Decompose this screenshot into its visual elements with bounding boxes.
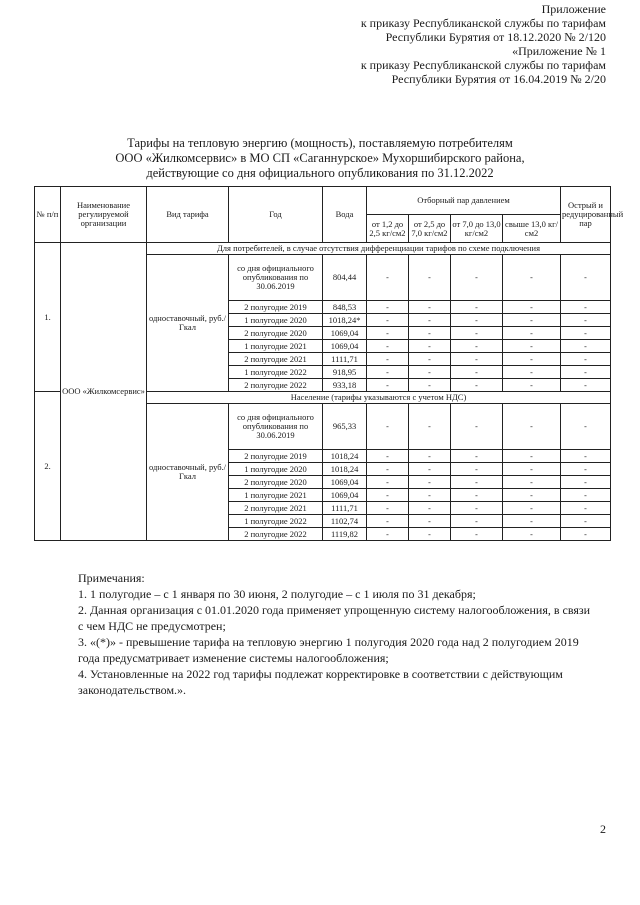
empty-value-cell: - bbox=[503, 327, 561, 340]
empty-value-cell: - bbox=[367, 502, 409, 515]
empty-value-cell: - bbox=[561, 353, 611, 366]
empty-value-cell: - bbox=[561, 340, 611, 353]
water-value-cell: 848,53 bbox=[323, 301, 367, 314]
empty-value-cell: - bbox=[503, 476, 561, 489]
document-header bbox=[361, 2, 606, 86]
water-value-cell: 918,95 bbox=[323, 366, 367, 379]
title-line: действующие со дня официального опубликования по 31.12.2022 bbox=[146, 166, 494, 180]
empty-value-cell: - bbox=[503, 340, 561, 353]
empty-value-cell: - bbox=[409, 301, 451, 314]
empty-value-cell: - bbox=[451, 515, 503, 528]
empty-value-cell: - bbox=[503, 379, 561, 392]
empty-value-cell: - bbox=[561, 404, 611, 450]
period-cell: 1 полугодие 2020 bbox=[229, 314, 323, 327]
empty-value-cell: - bbox=[367, 450, 409, 463]
num-cell: 2. bbox=[35, 392, 61, 541]
empty-value-cell: - bbox=[367, 489, 409, 502]
empty-value-cell: - bbox=[409, 255, 451, 301]
water-value-cell: 1018,24 bbox=[323, 463, 367, 476]
water-value-cell: 965,33 bbox=[323, 404, 367, 450]
empty-value-cell: - bbox=[367, 379, 409, 392]
tariff-table bbox=[34, 186, 624, 541]
water-value-cell: 1119,82 bbox=[323, 528, 367, 541]
note-item: 2. Данная организация с 01.01.2020 года применяет упрощенную систему налогообложения, в связи с чем НДС не предусмотрен; bbox=[78, 603, 591, 633]
empty-value-cell: - bbox=[561, 476, 611, 489]
water-value-cell: 1111,71 bbox=[323, 502, 367, 515]
empty-value-cell: - bbox=[503, 502, 561, 515]
period-cell: 2 полугодие 2022 bbox=[229, 379, 323, 392]
water-value-cell: 1069,04 bbox=[323, 476, 367, 489]
notes-title: Примечания: bbox=[78, 571, 145, 585]
water-value-cell: 1102,74 bbox=[323, 515, 367, 528]
title-line: Тарифы на тепловую энергию (мощность), поставляемую потребителям bbox=[127, 136, 513, 150]
header-sharp-steam: Острый и редуцированный пар bbox=[561, 187, 611, 243]
empty-value-cell: - bbox=[503, 353, 561, 366]
note-item: 4. Установленные на 2022 год тарифы подлежат корректировке в соответствии с действующим законодательством.». bbox=[78, 667, 563, 697]
empty-value-cell: - bbox=[503, 255, 561, 301]
empty-value-cell: - bbox=[409, 502, 451, 515]
header-line: к приказу Республиканской службы по тарифам bbox=[360, 16, 606, 30]
empty-value-cell: - bbox=[561, 301, 611, 314]
period-cell: 1 полугодие 2021 bbox=[229, 340, 323, 353]
empty-value-cell: - bbox=[451, 255, 503, 301]
empty-value-cell: - bbox=[503, 404, 561, 450]
empty-value-cell: - bbox=[367, 528, 409, 541]
empty-value-cell: - bbox=[409, 379, 451, 392]
header-line: к приказу Республиканской службы по тарифам bbox=[360, 58, 606, 72]
empty-value-cell: - bbox=[503, 528, 561, 541]
page-number: 2 bbox=[600, 822, 606, 836]
empty-value-cell: - bbox=[451, 327, 503, 340]
tariff-type-cell: одноставочный, руб./Гкал bbox=[147, 404, 229, 541]
note-item: 3. «(*)» - превышение тарифа на тепловую энергию 1 полугодия 2020 года над 2 полугодием 2019 года предусматривает изменение системы налогообложения; bbox=[78, 635, 579, 665]
empty-value-cell: - bbox=[451, 489, 503, 502]
empty-value-cell: - bbox=[409, 450, 451, 463]
water-value-cell: 1018,24* bbox=[323, 314, 367, 327]
section-title-row bbox=[35, 243, 611, 255]
empty-value-cell: - bbox=[451, 450, 503, 463]
empty-value-cell: - bbox=[367, 353, 409, 366]
period-cell: 1 полугодие 2022 bbox=[229, 366, 323, 379]
period-cell: со дня официального опубликования по 30.06.2019 bbox=[229, 404, 323, 450]
empty-value-cell: - bbox=[503, 450, 561, 463]
empty-value-cell: - bbox=[561, 366, 611, 379]
empty-value-cell: - bbox=[503, 366, 561, 379]
empty-value-cell: - bbox=[451, 528, 503, 541]
header-steam-col: от 7,0 до 13,0 кг/см2 bbox=[451, 215, 503, 243]
empty-value-cell: - bbox=[409, 476, 451, 489]
empty-value-cell: - bbox=[451, 379, 503, 392]
header-line: Республики Бурятия от 18.12.2020 № 2/120 bbox=[385, 30, 606, 44]
empty-value-cell: - bbox=[451, 340, 503, 353]
empty-value-cell: - bbox=[451, 476, 503, 489]
period-cell: 1 полугодие 2020 bbox=[229, 463, 323, 476]
empty-value-cell: - bbox=[503, 463, 561, 476]
header-line: Республики Бурятия от 16.04.2019 № 2/20 bbox=[391, 72, 606, 86]
empty-value-cell: - bbox=[503, 515, 561, 528]
period-cell: 2 полугодие 2021 bbox=[229, 502, 323, 515]
empty-value-cell: - bbox=[503, 489, 561, 502]
header-year: Год bbox=[229, 187, 323, 243]
water-value-cell: 1069,04 bbox=[323, 489, 367, 502]
empty-value-cell: - bbox=[409, 314, 451, 327]
notes bbox=[78, 570, 598, 698]
empty-value-cell: - bbox=[367, 476, 409, 489]
empty-value-cell: - bbox=[367, 515, 409, 528]
water-value-cell: 933,18 bbox=[323, 379, 367, 392]
empty-value-cell: - bbox=[561, 450, 611, 463]
empty-value-cell: - bbox=[409, 515, 451, 528]
period-cell: 2 полугодие 2021 bbox=[229, 353, 323, 366]
empty-value-cell: - bbox=[561, 463, 611, 476]
water-value-cell: 1069,04 bbox=[323, 327, 367, 340]
empty-value-cell: - bbox=[409, 489, 451, 502]
tariff-type-cell: одноставочный, руб./Гкал bbox=[147, 255, 229, 392]
empty-value-cell: - bbox=[451, 366, 503, 379]
header-steam: Отборный пар давлением bbox=[367, 187, 561, 215]
header-line: Приложение bbox=[541, 2, 606, 16]
header-num: № п/п bbox=[35, 187, 61, 243]
empty-value-cell: - bbox=[367, 301, 409, 314]
period-cell: 2 полугодие 2019 bbox=[229, 301, 323, 314]
empty-value-cell: - bbox=[367, 366, 409, 379]
empty-value-cell: - bbox=[409, 404, 451, 450]
period-cell: 2 полугодие 2022 bbox=[229, 528, 323, 541]
empty-value-cell: - bbox=[367, 340, 409, 353]
empty-value-cell: - bbox=[561, 314, 611, 327]
empty-value-cell: - bbox=[409, 366, 451, 379]
empty-value-cell: - bbox=[561, 528, 611, 541]
num-cell: 1. bbox=[35, 243, 61, 392]
water-value-cell: 1069,04 bbox=[323, 340, 367, 353]
water-value-cell: 804,44 bbox=[323, 255, 367, 301]
empty-value-cell: - bbox=[503, 301, 561, 314]
empty-value-cell: - bbox=[409, 353, 451, 366]
period-cell: 1 полугодие 2021 bbox=[229, 489, 323, 502]
empty-value-cell: - bbox=[451, 502, 503, 515]
header-steam-col: свыше 13,0 кг/см2 bbox=[503, 215, 561, 243]
header-line: «Приложение № 1 bbox=[512, 44, 606, 58]
period-cell: 2 полугодие 2019 bbox=[229, 450, 323, 463]
header-water: Вода bbox=[323, 187, 367, 243]
header-steam-col: от 1,2 до 2,5 кг/см2 bbox=[367, 215, 409, 243]
empty-value-cell: - bbox=[451, 353, 503, 366]
empty-value-cell: - bbox=[367, 463, 409, 476]
document-title bbox=[60, 136, 580, 181]
empty-value-cell: - bbox=[561, 255, 611, 301]
empty-value-cell: - bbox=[561, 489, 611, 502]
period-cell: 1 полугодие 2022 bbox=[229, 515, 323, 528]
empty-value-cell: - bbox=[451, 314, 503, 327]
empty-value-cell: - bbox=[367, 327, 409, 340]
empty-value-cell: - bbox=[367, 404, 409, 450]
org-name-cell: ООО «Жилкомсервис» bbox=[61, 243, 147, 541]
period-cell: 2 полугодие 2020 bbox=[229, 476, 323, 489]
water-value-cell: 1111,71 bbox=[323, 353, 367, 366]
empty-value-cell: - bbox=[451, 404, 503, 450]
empty-value-cell: - bbox=[451, 301, 503, 314]
water-value-cell: 1018,24 bbox=[323, 450, 367, 463]
note-item: 1. 1 полугодие – с 1 января по 30 июня, 2 полугодие – с 1 июля по 31 декабря; bbox=[78, 587, 476, 601]
empty-value-cell: - bbox=[409, 463, 451, 476]
empty-value-cell: - bbox=[367, 314, 409, 327]
empty-value-cell: - bbox=[409, 327, 451, 340]
period-cell: 2 полугодие 2020 bbox=[229, 327, 323, 340]
empty-value-cell: - bbox=[561, 515, 611, 528]
empty-value-cell: - bbox=[409, 340, 451, 353]
empty-value-cell: - bbox=[561, 379, 611, 392]
empty-value-cell: - bbox=[503, 314, 561, 327]
header-org: Наименование регулируемой организации bbox=[61, 187, 147, 243]
empty-value-cell: - bbox=[367, 255, 409, 301]
empty-value-cell: - bbox=[561, 502, 611, 515]
period-cell: со дня официального опубликования по 30.06.2019 bbox=[229, 255, 323, 301]
section-title: Население (тарифы указываются с учетом НДС) bbox=[147, 392, 611, 404]
title-line: ООО «Жилкомсервис» в МО СП «Саганнурское» Мухоршибирского района, bbox=[115, 151, 525, 165]
header-tariff-type: Вид тарифа bbox=[147, 187, 229, 243]
empty-value-cell: - bbox=[561, 327, 611, 340]
section-title: Для потребителей, в случае отсутствия дифференциации тарифов по схеме подключения bbox=[147, 243, 611, 255]
empty-value-cell: - bbox=[409, 528, 451, 541]
header-steam-col: от 2,5 до 7,0 кг/см2 bbox=[409, 215, 451, 243]
empty-value-cell: - bbox=[451, 463, 503, 476]
